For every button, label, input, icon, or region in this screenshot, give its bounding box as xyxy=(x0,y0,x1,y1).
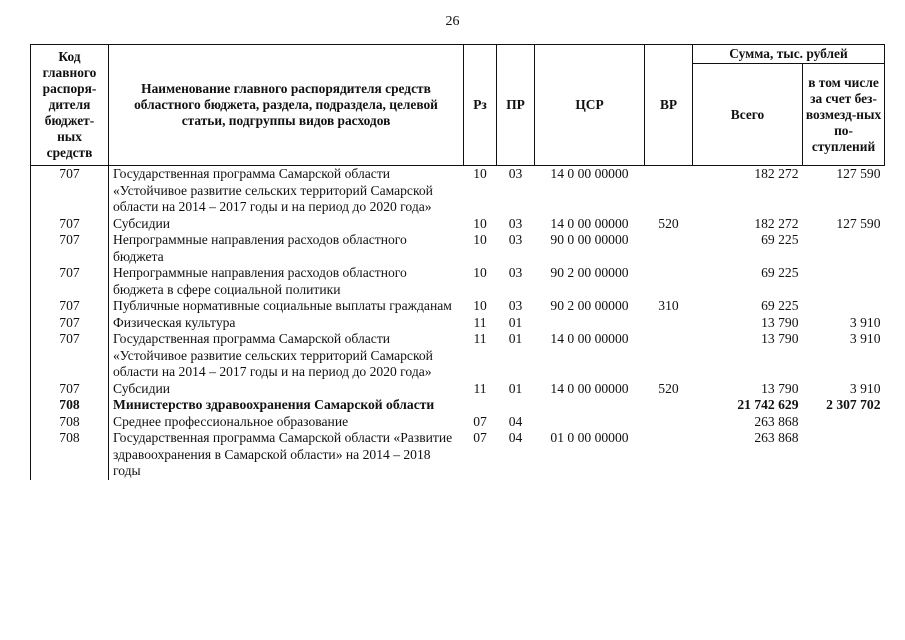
cell-code: 707 xyxy=(31,381,109,398)
header-sum-group: Сумма, тыс. рублей xyxy=(693,45,885,64)
cell-rz: 10 xyxy=(473,215,487,231)
cell-code: 707 xyxy=(31,331,109,381)
header-name: Наименование главного распорядителя средств областного бюджета, раздела, подраздела, целевой статьи, подгруппы видов расходов xyxy=(109,45,464,166)
cell-free xyxy=(803,298,885,315)
cell-code: 707 xyxy=(31,315,109,332)
cell-vr xyxy=(645,265,693,298)
cell-rz: 11 xyxy=(473,314,487,330)
cell-total: 69 225 xyxy=(761,265,799,280)
cell-pr: 03 xyxy=(508,215,523,231)
budget-table xyxy=(30,44,885,480)
cell-vr xyxy=(645,315,693,332)
cell-code: 707 xyxy=(31,232,109,265)
header-pr: ПР xyxy=(497,45,535,166)
cell-pr: 04 xyxy=(508,413,523,429)
cell-code: 708 xyxy=(31,430,109,480)
cell-rz: 10 xyxy=(473,298,487,313)
table-row xyxy=(31,166,885,216)
table-row xyxy=(31,414,885,431)
cell-code: 708 xyxy=(31,397,109,414)
cell-total: 182 272 xyxy=(754,166,799,181)
cell-csr xyxy=(535,397,645,414)
cell-total: 263 868 xyxy=(754,413,799,429)
cell-csr: 90 0 00 00000 xyxy=(550,232,629,247)
cell-rz: 10 xyxy=(473,265,487,280)
cell-rz: 07 xyxy=(473,413,487,429)
cell-total: 13 790 xyxy=(761,331,799,346)
table-body xyxy=(31,166,885,480)
cell-free xyxy=(803,232,885,265)
table-row xyxy=(31,216,885,233)
cell-vr xyxy=(645,166,693,216)
cell-free: 127 590 xyxy=(836,166,881,181)
table-row xyxy=(31,381,885,398)
cell-name: Министерство здравоохранения Самарской области xyxy=(109,397,464,414)
table-header xyxy=(31,45,885,166)
cell-csr xyxy=(535,315,645,332)
cell-rz: 10 xyxy=(473,232,487,247)
cell-csr: 14 0 00 00000 xyxy=(550,215,629,231)
table-row xyxy=(31,315,885,332)
header-total: Всего xyxy=(693,64,803,166)
cell-vr: 520 xyxy=(658,380,679,396)
cell-code: 708 xyxy=(31,414,109,431)
cell-total: 21 742 629 xyxy=(737,397,799,412)
cell-vr xyxy=(645,397,693,414)
cell-code: 707 xyxy=(31,166,109,216)
cell-name: Физическая культура xyxy=(109,315,464,332)
cell-pr: 03 xyxy=(508,232,523,247)
cell-rz xyxy=(464,397,497,414)
cell-vr xyxy=(645,331,693,381)
table-row xyxy=(31,298,885,315)
cell-pr: 01 xyxy=(508,331,523,346)
cell-free xyxy=(803,430,885,480)
cell-free: 3 910 xyxy=(849,331,881,346)
cell-name: Государственная программа Самарской области «Устойчивое развитие сельских территорий Самарской области на 2014 – 2017 годы и на период до 2020 года» xyxy=(109,166,464,216)
cell-total: 13 790 xyxy=(761,314,799,330)
cell-total: 69 225 xyxy=(761,232,799,247)
cell-name: Субсидии xyxy=(109,381,464,398)
cell-csr: 14 0 00 00000 xyxy=(550,380,629,396)
table-row xyxy=(31,265,885,298)
cell-total: 263 868 xyxy=(754,430,799,445)
header-vr: ВР xyxy=(645,45,693,166)
cell-name: Публичные нормативные социальные выплаты гражданам xyxy=(109,298,464,315)
cell-free: 3 910 xyxy=(849,380,881,396)
cell-rz: 11 xyxy=(473,380,487,396)
table-row xyxy=(31,430,885,480)
cell-free xyxy=(803,414,885,431)
cell-vr xyxy=(645,430,693,480)
cell-free: 3 910 xyxy=(849,314,881,330)
cell-rz: 11 xyxy=(473,331,487,346)
cell-code: 707 xyxy=(31,265,109,298)
cell-pr: 04 xyxy=(508,430,523,445)
cell-pr: 03 xyxy=(508,265,523,280)
cell-pr: 01 xyxy=(508,380,523,396)
cell-vr: 520 xyxy=(658,215,679,231)
cell-name: Государственная программа Самарской области «Развитие здравоохранения в Самарской области» на 2014 – 2018 годы xyxy=(109,430,464,480)
table-row xyxy=(31,232,885,265)
cell-csr: 14 0 00 00000 xyxy=(550,331,629,346)
cell-name: Среднее профессиональное образование xyxy=(109,414,464,431)
cell-pr: 01 xyxy=(508,314,523,330)
cell-pr: 03 xyxy=(508,298,523,313)
cell-pr: 03 xyxy=(508,166,523,181)
cell-code: 707 xyxy=(31,216,109,233)
cell-total: 13 790 xyxy=(761,380,799,396)
header-code: Код главного распоря-дителя бюджет-ных средств xyxy=(31,45,109,166)
cell-free: 2 307 702 xyxy=(826,397,881,412)
cell-rz: 07 xyxy=(473,430,487,445)
page-number: 26 xyxy=(445,14,460,29)
table-row xyxy=(31,331,885,381)
header-rz: Рз xyxy=(464,45,497,166)
header-csr: ЦСР xyxy=(535,45,645,166)
cell-name: Субсидии xyxy=(109,216,464,233)
cell-rz: 10 xyxy=(473,166,487,181)
cell-csr: 90 2 00 00000 xyxy=(550,298,629,313)
cell-name: Непрограммные направления расходов областного бюджета в сфере социальной политики xyxy=(109,265,464,298)
cell-name: Государственная программа Самарской области «Устойчивое развитие сельских территорий Самарской области на 2014 – 2017 годы и на период до 2020 года» xyxy=(109,331,464,381)
cell-free: 127 590 xyxy=(836,215,881,231)
cell-pr xyxy=(497,397,535,414)
cell-free xyxy=(803,265,885,298)
cell-vr xyxy=(645,232,693,265)
cell-csr: 14 0 00 00000 xyxy=(550,166,629,181)
cell-csr xyxy=(535,414,645,431)
header-free: в том числе за счет без-возмезд-ных по-ступлений xyxy=(803,64,885,166)
cell-total: 69 225 xyxy=(761,298,799,313)
table-row xyxy=(31,397,885,414)
cell-vr xyxy=(645,414,693,431)
cell-code: 707 xyxy=(31,298,109,315)
cell-total: 182 272 xyxy=(754,215,799,231)
cell-name: Непрограммные направления расходов областного бюджета xyxy=(109,232,464,265)
cell-csr: 90 2 00 00000 xyxy=(550,265,629,280)
cell-vr: 310 xyxy=(658,298,679,313)
cell-csr: 01 0 00 00000 xyxy=(550,430,629,445)
